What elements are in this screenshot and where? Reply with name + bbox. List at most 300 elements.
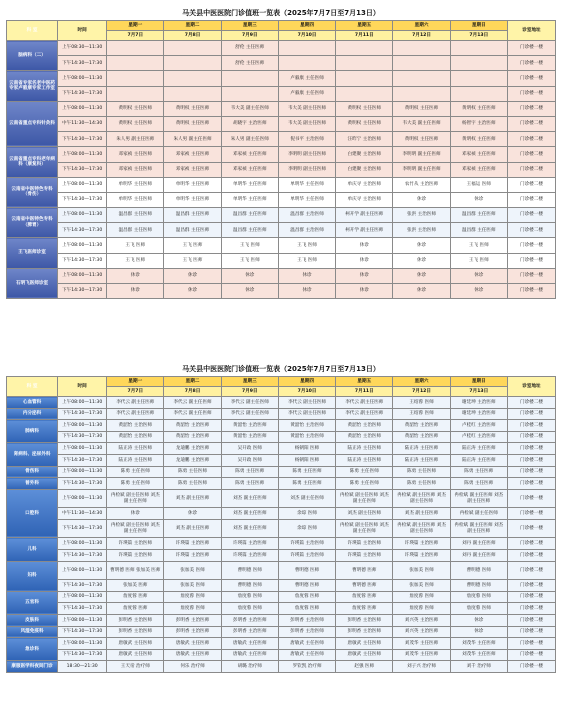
doctor-cell: 休诊	[393, 268, 450, 283]
room-location: 门诊楼二楼	[507, 420, 555, 432]
doctor-cell	[450, 56, 507, 71]
doctor-cell: 休诊	[450, 268, 507, 283]
table-row	[7, 192, 556, 207]
time-slot: 上午08:00—11:30	[58, 489, 107, 508]
doctor-cell: 刘丹 副主任医师	[450, 538, 507, 550]
doctor-cell: 詹度蓉 医师	[107, 591, 164, 603]
doctor-cell: 休诊	[221, 268, 278, 283]
time-slot: 上午08:00—11:30	[58, 238, 107, 253]
doctor-cell: 张洪 主治医师	[393, 223, 450, 238]
doctor-cell: 温昌群 主任医师	[221, 208, 278, 223]
header-day: 星期五	[336, 21, 393, 31]
room-location: 门诊楼一楼	[507, 253, 555, 268]
doctor-cell: 王飞 医师	[221, 238, 278, 253]
doctor-cell: 刘杰 副主任医师	[164, 489, 221, 508]
doctor-cell: 刘子兴 治疗师	[393, 661, 450, 673]
doctor-cell	[164, 86, 221, 101]
doctor-cell: 卢桂红 主治医师	[450, 420, 507, 432]
room-location: 门诊楼二楼	[507, 116, 555, 131]
time-slot: 下午14:30—17:30	[58, 86, 107, 101]
room-location: 门诊楼二楼	[507, 443, 555, 455]
doctor-cell: 黄韶怡 主治医师	[107, 420, 164, 432]
doctor-cell: 彭明香 主治医师	[164, 626, 221, 638]
header-day: 星期日	[450, 21, 507, 31]
doctor-cell: 温昌群 主任医师	[450, 208, 507, 223]
doctor-cell: 王飞 医师	[107, 253, 164, 268]
doctor-cell: 彭明香 主治医师	[221, 614, 278, 626]
room-location: 门诊楼二楼	[507, 431, 555, 443]
room-location: 门诊楼二楼	[507, 603, 555, 615]
doctor-cell: 邓家祯 主任医师	[164, 147, 221, 162]
doctor-cell: 白建聚 主治医师	[336, 162, 393, 177]
dept-name: 妇科	[7, 561, 58, 591]
table-row	[7, 454, 556, 466]
doctor-cell: 邓家祯 主任医师	[221, 147, 278, 162]
doctor-cell: 李代云 副主任医师	[278, 397, 335, 409]
header-time: 时间	[58, 377, 107, 397]
doctor-cell: 詹度蓉 医师	[221, 603, 278, 615]
doctor-cell: 李代云 副主任医师	[336, 397, 393, 409]
doctor-cell	[107, 71, 164, 86]
schedule-table	[6, 20, 556, 299]
doctor-cell: 许瑛篇 主治医师	[393, 538, 450, 550]
doctor-cell: 休诊	[336, 238, 393, 253]
schedule-table	[6, 376, 556, 673]
header-date: 7月13日	[450, 387, 507, 397]
table-row	[7, 508, 556, 520]
doctor-cell: 龙迪鹏 主治医师	[164, 443, 221, 455]
doctor-cell: 冉检斌 副主任医师 刘杰 副主任医师	[336, 519, 393, 538]
room-location: 门诊楼一楼	[507, 56, 555, 71]
dept-name: 急诊科	[7, 638, 58, 661]
time-slot: 下午14:30—17:30	[58, 223, 107, 238]
header-day: 星期三	[221, 21, 278, 31]
time-slot: 下午14:30—17:30	[58, 284, 107, 299]
doctor-cell: 王福运 医师	[450, 177, 507, 192]
doctor-cell: 陆正涛 主任医师	[393, 443, 450, 455]
doctor-cell: 李明明 副主任医师	[278, 162, 335, 177]
doctor-cell: 冉检斌 副主任医师 刘杰 副主任医师	[107, 519, 164, 538]
doctor-cell: 休诊	[164, 508, 221, 520]
header-date: 7月11日	[336, 387, 393, 397]
doctor-cell: 黄明权 主任医师	[336, 101, 393, 116]
table-row	[7, 101, 556, 116]
time-slot: 中午11:30—14:30	[58, 116, 107, 131]
doctor-cell: 许瑛篇 主治医师	[336, 538, 393, 550]
doctor-cell: 刘杰 副主任医师	[221, 519, 278, 538]
room-location: 门诊楼一楼	[507, 268, 555, 283]
doctor-cell: 温昌群 主任医师	[107, 223, 164, 238]
doctor-cell: 詹度蓉 医师	[164, 591, 221, 603]
doctor-cell: 曹明德 医师	[221, 580, 278, 592]
doctor-cell: 詹度蓉 医师	[221, 591, 278, 603]
doctor-cell: 刘茂华 主任医师	[393, 638, 450, 650]
doctor-cell: 许瑛篇 主治医师	[164, 550, 221, 562]
header-dept: 科 室	[7, 21, 58, 41]
doctor-cell: 陈勇 主任医师	[221, 466, 278, 478]
dept-name: 骨伤科	[7, 466, 58, 478]
table-row	[7, 638, 556, 650]
doctor-cell: 刘杰 副主任医师	[221, 489, 278, 508]
room-location: 门诊楼二楼	[507, 177, 555, 192]
doctor-cell: 柯开学 副主任医师	[336, 208, 393, 223]
time-slot: 上午08:00—11:30	[58, 561, 107, 580]
doctor-cell: 休诊	[336, 268, 393, 283]
dept-name: 心血管科	[7, 397, 58, 409]
doctor-cell	[278, 41, 335, 56]
doctor-cell: 朱人男 副主任医师	[107, 132, 164, 147]
doctor-cell: 刘千 治疗师	[450, 661, 507, 673]
header-date: 7月9日	[221, 31, 278, 41]
doctor-cell: 休诊	[336, 284, 393, 299]
doctor-cell: 邓家祯 主任医师	[221, 162, 278, 177]
room-location: 门诊楼一楼	[507, 508, 555, 520]
doctor-cell: 陈勇 主任医师	[393, 466, 450, 478]
time-slot: 下午14:30—17:30	[58, 478, 107, 490]
doctor-cell: 温昌群 主任医师	[221, 223, 278, 238]
table-row	[7, 177, 556, 192]
doctor-cell: 张加美 医师	[393, 580, 450, 592]
header-day: 星期二	[164, 21, 221, 31]
room-location: 门诊楼一楼	[507, 71, 555, 86]
doctor-cell: 邓家祯 主任医师	[107, 147, 164, 162]
doctor-cell: 彭明香 主治医师	[221, 626, 278, 638]
room-location: 门诊楼二楼	[507, 614, 555, 626]
table-row	[7, 268, 556, 283]
dept-name: 康服医学科夜间门诊	[7, 661, 58, 673]
time-slot: 下午14:30—17:30	[58, 408, 107, 420]
table-row	[7, 284, 556, 299]
doctor-cell: 李明明 副主任医师	[278, 147, 335, 162]
room-location: 门诊楼二楼	[507, 538, 555, 550]
time-slot: 18:30—21:30	[58, 661, 107, 673]
time-slot: 上午08:00—11:30	[58, 268, 107, 283]
dept-name: 风湿免疫科	[7, 626, 58, 638]
doctor-cell: 刘兴英 主治医师	[393, 626, 450, 638]
doctor-cell: 温昌群 主治医师	[278, 223, 335, 238]
time-slot: 下午14:30—17:30	[58, 626, 107, 638]
doctor-cell: 冉检斌 副主任医师 刘杰 副主任医师	[393, 519, 450, 538]
room-location: 门诊楼二楼	[507, 626, 555, 638]
doctor-cell: 黄韶怡 主治医师	[336, 431, 393, 443]
time-slot: 下午14:30—17:30	[58, 550, 107, 562]
doctor-cell	[336, 86, 393, 101]
doctor-cell: 曹明德 医师	[336, 580, 393, 592]
doctor-cell: 冉检斌 副主任医师	[450, 508, 507, 520]
doctor-cell: 彭明香 主治医师	[107, 626, 164, 638]
doctor-cell: 黄明权 主任医师	[164, 116, 221, 131]
doctor-cell: 詹度蓉 医师	[278, 591, 335, 603]
doctor-cell: 韦大美 副主任医师	[221, 101, 278, 116]
table-row	[7, 132, 556, 147]
doctor-cell: 唐敏武 主任医师	[221, 638, 278, 650]
doctor-cell: 冉检斌 副主任医师 刘杰 副主任医师	[393, 489, 450, 508]
room-location: 门诊楼一楼	[507, 519, 555, 538]
doctor-cell	[336, 56, 393, 71]
doctor-cell: 陆正涛 主任医师	[450, 443, 507, 455]
doctor-cell: 休诊	[278, 268, 335, 283]
room-location: 门诊楼一楼	[507, 41, 555, 56]
doctor-cell: 陈勇 主任医师	[450, 478, 507, 490]
doctor-cell: 许瑛篇 主治医师	[393, 550, 450, 562]
doctor-cell: 休诊	[278, 284, 335, 299]
room-location: 门诊楼二楼	[507, 192, 555, 207]
time-slot: 上午08:00—11:30	[58, 614, 107, 626]
room-location: 门诊楼一楼	[507, 649, 555, 661]
room-location: 门诊楼一楼	[507, 489, 555, 508]
doctor-cell: 胡璐 治疗师	[221, 661, 278, 673]
time-slot: 下午14:30—17:30	[58, 454, 107, 466]
doctor-cell: 曹明德 医师	[278, 580, 335, 592]
doctor-cell: 许瑛篇 主治医师	[164, 538, 221, 550]
room-location: 门诊楼二楼	[507, 408, 555, 420]
doctor-cell: 彭明香 主治医师	[107, 614, 164, 626]
doctor-cell: 休诊	[107, 284, 164, 299]
header-day: 星期一	[107, 377, 164, 387]
doctor-cell	[450, 71, 507, 86]
doctor-cell: 休诊	[450, 192, 507, 207]
header-day: 星期六	[393, 377, 450, 387]
time-slot: 下午14:30—17:30	[58, 162, 107, 177]
doctor-cell: 黄韶怡 主治医师	[221, 420, 278, 432]
table-row	[7, 591, 556, 603]
doctor-cell: 温昌群 主任医师	[164, 208, 221, 223]
time-slot: 下午14:30—17:30	[58, 56, 107, 71]
doctor-cell: 黄明权 主任医师	[450, 101, 507, 116]
doctor-cell: 柯开学 副主任医师	[336, 223, 393, 238]
doctor-cell: 刘杰 副主任医师	[278, 489, 335, 508]
header-day: 星期一	[107, 21, 164, 31]
doctor-cell: 唐敏武 主任医师	[164, 649, 221, 661]
doctor-cell: 詹度蓉 医师	[336, 603, 393, 615]
doctor-cell: 朱人男 副主任医师	[164, 132, 221, 147]
doctor-cell: 张加美 医师	[107, 580, 164, 592]
doctor-cell: 陈勇 主任医师	[278, 478, 335, 490]
doctor-cell: 陆正涛 主任医师	[336, 443, 393, 455]
doctor-cell: 休诊	[221, 284, 278, 299]
doctor-cell: 单庆寻 主治医师	[336, 177, 393, 192]
doctor-cell: 邓家祯 主任医师	[107, 162, 164, 177]
doctor-cell	[393, 86, 450, 101]
doctor-cell: 何乐 治疗师	[164, 661, 221, 673]
doctor-cell: 王绍蓉 医师	[393, 397, 450, 409]
table-row	[7, 538, 556, 550]
doctor-cell: 黄明权 主任医师	[393, 101, 450, 116]
doctor-cell: 杨朝阳 医师	[278, 443, 335, 455]
doctor-cell: 王飞 医师	[164, 238, 221, 253]
doctor-cell: 许瑛篇 主治医师	[107, 538, 164, 550]
table-row	[7, 626, 556, 638]
time-slot: 下午14:30—17:30	[58, 253, 107, 268]
doctor-cell	[164, 71, 221, 86]
header-day: 星期四	[278, 377, 335, 387]
table-row	[7, 603, 556, 615]
dept-name: 五官科	[7, 591, 58, 614]
doctor-cell: 唐敏武 主任医师	[107, 638, 164, 650]
dept-name: 云南省中医特色专科（骨伤）	[7, 177, 58, 207]
table-row	[7, 478, 556, 490]
doctor-cell: 许瑛篇 主治医师	[221, 550, 278, 562]
header-date: 7月11日	[336, 31, 393, 41]
dept-name: 石明飞医师诊室	[7, 268, 58, 298]
table-row	[7, 86, 556, 101]
doctor-cell: 陈勇 主任医师	[278, 466, 335, 478]
doctor-cell	[107, 86, 164, 101]
doctor-cell: 舒伦 主任医师	[221, 41, 278, 56]
header-date: 7月9日	[221, 387, 278, 397]
doctor-cell: 陆正涛 主任医师	[336, 454, 393, 466]
doctor-cell: 刘杰 副主任医师	[221, 508, 278, 520]
doctor-cell: 吴开政 医师	[221, 454, 278, 466]
doctor-cell: 詹度蓉 医师	[278, 603, 335, 615]
doctor-cell: 休诊	[393, 253, 450, 268]
doctor-cell: 余琼 医师	[278, 508, 335, 520]
header-date: 7月12日	[393, 31, 450, 41]
doctor-cell: 唐敏武 主任医师	[336, 649, 393, 661]
dept-name: 皮肤科	[7, 614, 58, 626]
doctor-cell: 陆正涛 主任医师	[393, 454, 450, 466]
doctor-cell: 王绍蓉 医师	[393, 408, 450, 420]
doctor-cell: 龙迪鹏 主治医师	[164, 454, 221, 466]
doctor-cell: 黄明权 主任医师	[107, 116, 164, 131]
doctor-cell: 余琼 医师	[278, 519, 335, 538]
doctor-cell: 休诊	[393, 284, 450, 299]
time-slot: 上午08:00—11:30	[58, 591, 107, 603]
room-location: 门诊楼二楼	[507, 580, 555, 592]
doctor-cell: 彭明香 主治医师	[278, 614, 335, 626]
dept-name: 口腔科	[7, 489, 58, 538]
doctor-cell: 黄明权 主任医师	[393, 132, 450, 147]
room-location: 门诊楼二楼	[507, 147, 555, 162]
dept-name: 云南省专家名老中医药专家卢毅康专家工作室	[7, 71, 58, 101]
doctor-cell: 李代云 副主任医师	[164, 397, 221, 409]
table-row	[7, 56, 556, 71]
doctor-cell: 曹明德 医师	[221, 561, 278, 580]
doctor-cell: 邓家祯 主任医师	[450, 162, 507, 177]
header-date: 7月8日	[164, 31, 221, 41]
doctor-cell: 冉检斌 副主任医师 刘杰 副主任医师	[107, 489, 164, 508]
room-location: 门诊楼二楼	[507, 101, 555, 116]
doctor-cell: 许瑛篇 主治医师	[278, 538, 335, 550]
doctor-cell: 温昌群 主治医师	[278, 208, 335, 223]
room-location: 门诊楼一楼	[507, 638, 555, 650]
doctor-cell: 陈勇 主任医师	[221, 478, 278, 490]
doctor-cell: 卢毅康 主任医师	[278, 71, 335, 86]
doctor-cell: 杨智宇 主治医师	[450, 116, 507, 131]
doctor-cell	[393, 71, 450, 86]
doctor-cell	[278, 56, 335, 71]
doctor-cell: 休诊	[393, 238, 450, 253]
doctor-cell: 张洪 主治医师	[393, 208, 450, 223]
doctor-cell: 温昌群 主任医师	[450, 223, 507, 238]
doctor-cell: 农竹从 主治医师	[393, 177, 450, 192]
doctor-cell: 曹明德 医师	[450, 580, 507, 592]
time-slot: 下午14:30—17:30	[58, 580, 107, 592]
doctor-cell: 邓家祯 主任医师	[164, 162, 221, 177]
doctor-cell: 胡晓宇 主治医师	[221, 116, 278, 131]
doctor-cell: 单明华 主任医师	[221, 192, 278, 207]
doctor-cell: 李代云 副主任医师	[221, 408, 278, 420]
doctor-cell: 单明华 主任医师	[107, 177, 164, 192]
doctor-cell: 曹明德 医师	[450, 561, 507, 580]
doctor-cell	[336, 41, 393, 56]
doctor-cell: 曹明德 医师	[336, 561, 393, 580]
doctor-cell	[221, 86, 278, 101]
time-slot: 下午14:30—17:30	[58, 603, 107, 615]
time-slot: 上午08:00—11:30	[58, 101, 107, 116]
dept-name: 云南省重点专科老年病科（康复科）	[7, 147, 58, 177]
doctor-cell: 许瑛篇 主治医师	[107, 550, 164, 562]
header-day: 星期五	[336, 377, 393, 387]
doctor-cell: 谢廷坤 主治医师	[450, 397, 507, 409]
header-location: 诊室地址	[507, 21, 555, 41]
dept-name: 云南省中医特色专科（脾胃）	[7, 208, 58, 238]
doctor-cell: 杨朝阳 医师	[278, 454, 335, 466]
doctor-cell: 陈勇 主任医师	[164, 478, 221, 490]
header-location: 诊室地址	[507, 377, 555, 397]
time-slot: 上午08:00—11:30	[58, 147, 107, 162]
doctor-cell: 舒伦 主任医师	[221, 56, 278, 71]
room-location: 门诊楼二楼	[507, 132, 555, 147]
room-location: 门诊楼二楼	[507, 162, 555, 177]
table-row	[7, 116, 556, 131]
time-slot: 上午08:30—11:30	[58, 41, 107, 56]
doctor-cell: 陈勇 主任医师	[336, 478, 393, 490]
table-row	[7, 397, 556, 409]
time-slot: 上午08:00—11:30	[58, 443, 107, 455]
room-location: 门诊楼一楼	[507, 86, 555, 101]
doctor-cell: 刘丹 副主任医师	[450, 550, 507, 562]
doctor-cell: 李代云 副主任医师	[164, 408, 221, 420]
doctor-cell: 休诊	[164, 284, 221, 299]
doctor-cell: 黄韶怡 主治医师	[278, 431, 335, 443]
doctor-cell: 刘茂华 主任医师	[450, 649, 507, 661]
header-date: 7月10日	[278, 387, 335, 397]
header-day: 星期三	[221, 377, 278, 387]
doctor-cell: 许瑛篇 主治医师	[336, 550, 393, 562]
doctor-cell: 单明华 主任医师	[107, 192, 164, 207]
doctor-cell: 刘杰 副主任医师	[336, 508, 393, 520]
doctor-cell: 黄韶怡 主治医师	[107, 431, 164, 443]
table-row	[7, 71, 556, 86]
schedule-panel-2	[6, 362, 556, 704]
room-location: 门诊楼一楼	[507, 661, 555, 673]
doctor-cell: 刘杰 副主任医师	[393, 508, 450, 520]
doctor-cell: 单明华 主任医师	[164, 177, 221, 192]
doctor-cell: 罗钦凯 治疗师	[278, 661, 335, 673]
doctor-cell: 韦大美 副主任医师	[278, 116, 335, 131]
doctor-cell: 陆正涛 主任医师	[450, 454, 507, 466]
header-date: 7月10日	[278, 31, 335, 41]
doctor-cell: 汪昨宁 主治医师	[336, 132, 393, 147]
room-location: 门诊楼二楼	[507, 223, 555, 238]
time-slot: 上午08:00—11:30	[58, 208, 107, 223]
doctor-cell: 倪书平 主治医师	[278, 132, 335, 147]
doctor-cell	[450, 86, 507, 101]
doctor-cell: 李代云 副主任医师	[336, 408, 393, 420]
doctor-cell: 唐敏武 主任医师	[278, 649, 335, 661]
doctor-cell: 单庆寻 主治医师	[336, 192, 393, 207]
table-row	[7, 238, 556, 253]
doctor-cell: 陈勇 主任医师	[336, 466, 393, 478]
room-location: 门诊楼二楼	[507, 397, 555, 409]
header-day: 星期四	[278, 21, 335, 31]
doctor-cell: 王飞 医师	[278, 253, 335, 268]
doctor-cell: 黄韶怡 主治医师	[393, 420, 450, 432]
doctor-cell: 单明华 主任医师	[221, 177, 278, 192]
header-time: 时间	[58, 21, 107, 41]
doctor-cell: 詹度蓉 医师	[450, 603, 507, 615]
